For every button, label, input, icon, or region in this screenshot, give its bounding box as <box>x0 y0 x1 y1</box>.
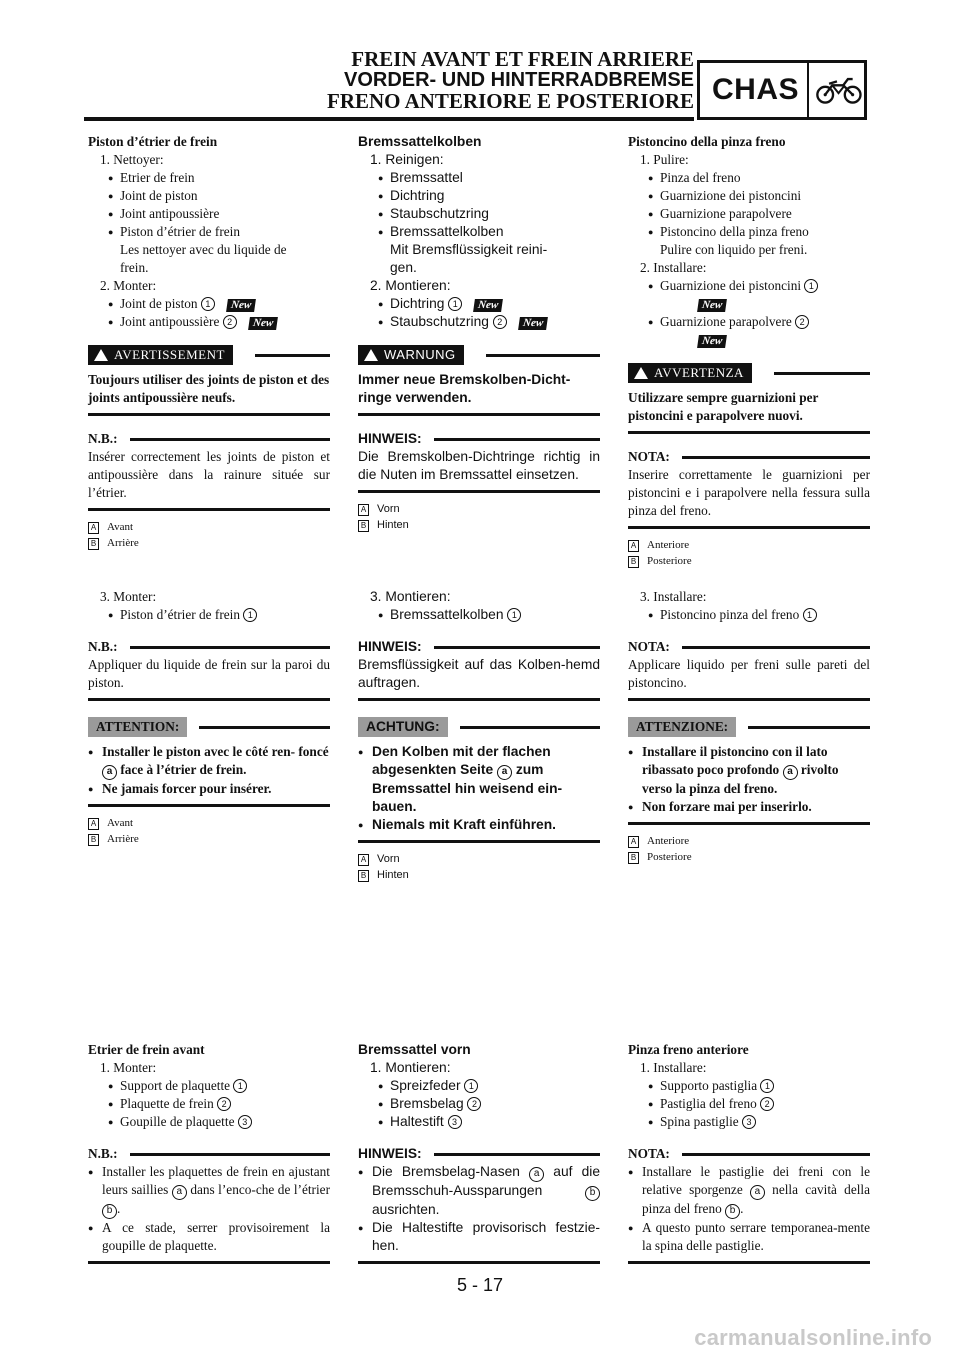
fr-note2-text: Appliquer du liquide de frein sur la paroi du piston. <box>88 656 330 701</box>
fr-s3-install3 <box>88 1113 330 1131</box>
de-s1-bullet4-c2: gen. <box>390 260 417 275</box>
it-caution-item2: ● Non forzare mai per inserirlo. <box>628 798 870 816</box>
fr-note3-item1-a: Installer les plaquettes de frein en ajustant leurs saillies <box>102 1164 330 1197</box>
fr-caution-item2: ● Ne jamais forcer pour insérer. <box>88 780 330 798</box>
legend-key-a: A <box>628 540 639 552</box>
legend-text-a: Avant <box>107 521 134 533</box>
new-badge: New <box>248 317 278 330</box>
mark-a: a <box>172 1185 187 1200</box>
legend-item-a <box>628 537 870 553</box>
part-number-2: 2 <box>467 1097 481 1111</box>
part-number-1: 1 <box>760 1079 774 1093</box>
warning-label: WARNUNG <box>384 347 456 362</box>
fr-s1-install1-label: Joint de piston <box>120 296 198 311</box>
de-s2-install1-label: Bremssattelkolben <box>390 607 504 622</box>
header-title-fr: FREIN AVANT ET FREIN ARRIERE <box>351 47 694 71</box>
it-s1-install1-new <box>628 295 870 313</box>
fr-warning-text: Toujours utiliser des joints de piston et des joints antipoussière neufs. <box>88 371 330 416</box>
de-note2-header <box>358 638 600 656</box>
note-label: NOTA: <box>628 639 670 654</box>
de-caution-header <box>358 717 600 737</box>
fr-s1-title: Piston d’étrier de frein <box>88 134 218 149</box>
warning-rule <box>486 354 600 357</box>
header-title-it: FRENO ANTERIORE E POSTERIORE <box>327 89 694 113</box>
fr-note2-header <box>88 638 330 656</box>
it-s3-install1 <box>628 1077 870 1095</box>
fr-section-piston <box>88 133 330 551</box>
it-s3-install3 <box>628 1113 870 1131</box>
warning-rule <box>774 372 870 375</box>
de-s3-install2 <box>358 1095 600 1113</box>
de-s3-install3 <box>358 1113 600 1131</box>
note-label: NOTA: <box>628 1146 670 1161</box>
warning-label: AVVERTENZA <box>654 365 744 380</box>
it-s1-install1 <box>628 277 870 295</box>
new-badge: New <box>697 335 727 348</box>
it-note2-text: Applicare liquido per freni sulle pareti del pistoncino. <box>628 656 870 701</box>
fr-note3-header <box>88 1145 330 1163</box>
legend-text-b: Posteriore <box>647 851 692 863</box>
it-section-piston-install <box>628 588 870 865</box>
it-section-piston <box>628 133 870 569</box>
it-s1-install2 <box>628 313 870 331</box>
it-s1-bullet4: ● Pistoncino della pinza freno <box>628 223 870 241</box>
de-section-piston <box>358 133 600 533</box>
it-s1-bullet1: ● Pinza del freno <box>628 169 870 187</box>
caution-rule <box>199 726 330 729</box>
fr-s3-title: Etrier de frein avant <box>88 1042 205 1057</box>
it-note2-header <box>628 638 870 656</box>
mark-b: b <box>102 1204 117 1219</box>
fr-s2-install1-label: Piston d’étrier de frein <box>120 607 241 622</box>
fr-note-text: Insérer correctement les joints de piston et antipoussière dans la rainure située sur l’étrier. <box>88 448 330 511</box>
it-s1-bullet4-c1: Pulire con liquido per freni. <box>660 242 808 257</box>
legend-key-a: A <box>358 854 369 866</box>
fr-s1-bullet4: ● Piston d’étrier de frein <box>88 223 330 241</box>
it-legend2 <box>628 833 870 865</box>
fr-caution-item1 <box>88 743 330 780</box>
note-rule <box>130 646 330 649</box>
part-number-1: 1 <box>243 608 257 622</box>
it-note3-item2: ● A questo punto serrare temporanea-mente la spina delle pastiglie. <box>628 1219 870 1255</box>
fr-note3-item1-b: dans l’enco-che de l’étrier <box>190 1182 331 1197</box>
warning-triangle-icon <box>634 367 648 379</box>
note-label: N.B.: <box>88 431 118 446</box>
de-s3-install3-label: Haltestift <box>390 1114 444 1129</box>
watermark: carmanualsonline.info <box>694 1325 932 1350</box>
fr-note-header <box>88 430 330 448</box>
it-s3-install2 <box>628 1095 870 1113</box>
legend-key-a: A <box>88 522 99 534</box>
fr-s3-install3-label: Goupille de plaquette <box>120 1114 235 1129</box>
part-number-1: 1 <box>448 297 462 311</box>
it-s3-install1-label: Supporto pastiglia <box>660 1078 758 1093</box>
note-rule <box>434 438 600 441</box>
de-section-piston-install <box>358 588 600 883</box>
fr-caution-item1-b: foncé <box>298 744 329 759</box>
fr-caution-header <box>88 717 330 737</box>
de-s3-step1: 1. Montieren: <box>370 1060 451 1075</box>
mark-a: a <box>783 765 798 780</box>
fr-s1-bullet1: ● Etrier de frein <box>88 169 330 187</box>
section-badge <box>697 60 867 120</box>
it-s1-install1-label: Guarnizione dei pistoncini <box>660 278 802 293</box>
de-note3-header <box>358 1145 600 1163</box>
legend-text-a: Anteriore <box>647 539 690 551</box>
legend-key-b: B <box>88 834 99 846</box>
fr-s3-step1: 1. Monter: <box>100 1060 157 1075</box>
de-s1-install2-label: Staubschutzring <box>390 314 489 329</box>
de-section-front-caliper <box>358 1041 600 1264</box>
warning-rule <box>255 354 330 357</box>
de-note3-body <box>358 1163 600 1264</box>
new-badge: New <box>473 299 503 312</box>
de-s1-install2 <box>358 313 600 331</box>
it-note3-item1-a: Installare le pastiglie dei freni con le relative sporgenze <box>642 1164 870 1197</box>
legend-key-b: B <box>628 852 639 864</box>
section-label: CHAS <box>712 73 800 106</box>
de-note3-item1-a: Die Bremsbelag-Nasen <box>372 1164 520 1179</box>
note-label: N.B.: <box>88 1146 118 1161</box>
mark-b: b <box>725 1204 740 1219</box>
it-s3-install3-label: Spina pastiglie <box>660 1114 739 1129</box>
fr-s1-step1: 1. Nettoyer: <box>100 152 164 167</box>
it-s1-install2-label: Guarnizione parapolvere <box>660 314 792 329</box>
de-note-text: Die Bremskolben-Dichtringe richtig in die Nuten im Bremssattel einsetzen. <box>358 448 600 493</box>
legend-key-b: B <box>358 870 369 882</box>
new-badge: New <box>518 317 548 330</box>
note-rule <box>434 1153 600 1156</box>
it-s3-step1: 1. Installare: <box>640 1060 707 1075</box>
de-warning-text: Immer neue Bremskolben-Dicht-ringe verwenden. <box>358 371 600 416</box>
fr-note3-item2: ● A ce stade, serrer provisoirement la goupille de plaquette. <box>88 1219 330 1255</box>
legend-item-a <box>88 519 330 535</box>
caution-rule <box>748 726 870 729</box>
it-legend <box>628 537 870 569</box>
fr-s3-install2-label: Plaquette de frein <box>120 1096 214 1111</box>
fr-note3-body <box>88 1163 330 1264</box>
legend-key-a: A <box>358 504 369 516</box>
note-label: N.B.: <box>88 639 118 654</box>
fr-s1-install1 <box>88 295 330 313</box>
de-caution-item2: ● Niemals mit Kraft einführen. <box>358 816 600 834</box>
warning-tag <box>88 345 233 365</box>
de-s3-install2-label: Bremsbelag <box>390 1096 464 1111</box>
it-note3-item1-b: nella cavità della pinza del freno <box>642 1182 871 1216</box>
section-divider <box>807 63 809 117</box>
part-number-3: 3 <box>448 1115 462 1129</box>
header-titles <box>327 49 694 112</box>
it-s3-title: Pinza freno anteriore <box>628 1042 749 1057</box>
de-note3-item2: ● Die Haltestifte provisorisch festzie-hen. <box>358 1219 600 1255</box>
part-number-1: 1 <box>464 1079 478 1093</box>
fr-caution-item1-a: Installer le piston avec le côté ren- <box>102 744 296 759</box>
fr-legend <box>88 519 330 551</box>
de-s1-install1 <box>358 295 600 313</box>
note-rule <box>682 456 870 459</box>
de-legend <box>358 501 600 533</box>
fr-s1-install2-label: Joint antipoussière <box>120 314 220 329</box>
it-caution-item1-a: Installare il pistoncino con il lato ribassato poco profondo <box>642 744 828 777</box>
page-number: 5 - 17 <box>456 1275 504 1295</box>
part-number-1: 1 <box>201 297 215 311</box>
it-caution-item1 <box>628 743 870 798</box>
it-s3-install2-label: Pastiglia del freno <box>660 1096 757 1111</box>
de-s1-bullet4: ● Bremssattelkolben <box>358 223 600 241</box>
de-s2-step3: 3. Montieren: <box>370 589 451 604</box>
legend-text-a: Vorn <box>377 853 400 865</box>
de-note-header <box>358 430 600 448</box>
legend-key-b: B <box>628 556 639 568</box>
fr-s3-install1-label: Support de plaquette <box>120 1078 231 1093</box>
motorcycle-icon <box>815 70 864 110</box>
it-s2-install1 <box>628 606 870 624</box>
de-caution-body <box>358 737 600 843</box>
fr-s1-bullet3: ● Joint antipoussière <box>88 205 330 223</box>
de-s3-install1-label: Spreizfeder <box>390 1078 461 1093</box>
legend-text-b: Arrière <box>107 537 139 549</box>
fr-s3-install2 <box>88 1095 330 1113</box>
it-s1-bullet3: ● Guarnizione parapolvere <box>628 205 870 223</box>
caution-tag: ATTENTION: <box>88 717 187 737</box>
header-rule <box>84 117 694 121</box>
it-caution-body <box>628 737 870 825</box>
note-label: HINWEIS: <box>358 1146 422 1161</box>
page-header <box>0 0 960 125</box>
de-s3-install1 <box>358 1077 600 1095</box>
header-title-de: VORDER- UND HINTERRADBREMSE <box>343 69 694 91</box>
it-caution-item1-c: rivolto verso la pinza del freno. <box>642 762 839 796</box>
it-note3-body <box>628 1163 870 1264</box>
de-s1-bullet4-c1: Mit Bremsflüssigkeit reini- <box>390 242 548 257</box>
de-s1-bullet3: ● Staubschutzring <box>358 205 600 223</box>
fr-s1-bullet2: ● Joint de piston <box>88 187 330 205</box>
it-s2-install1-label: Pistoncino pinza del freno <box>660 607 800 622</box>
fr-note3-item1: ● Installer les plaquettes de frein en ajustant leurs saillies a dans l’enco-che de l’étrier b . <box>88 1163 330 1219</box>
it-note-header <box>628 448 870 466</box>
legend-item-b <box>88 535 330 551</box>
part-number-2: 2 <box>493 315 507 329</box>
fr-s1-bullet4-c2: frein. <box>120 260 149 275</box>
legend-item-b <box>628 849 870 865</box>
warning-triangle-icon <box>364 349 378 361</box>
legend-key-a: A <box>88 818 99 830</box>
it-note-text: Inserire correttamente le guarnizioni per pistoncini e i parapolvere nella fessura sulla pinza del freno. <box>628 466 870 529</box>
de-caution-item1-c: zum Bremssattel hin weisend ein-bauen. <box>372 762 563 814</box>
fr-s1-step2: 2. Monter: <box>100 278 157 293</box>
it-s1-step2: 2. Installare: <box>640 260 707 275</box>
mark-a: a <box>750 1185 765 1200</box>
mark-b: b <box>585 1186 600 1201</box>
fr-warning-header <box>88 345 330 365</box>
new-badge: New <box>226 299 256 312</box>
note-rule <box>682 1153 870 1156</box>
part-number-3: 3 <box>742 1115 756 1129</box>
de-warning-header <box>358 345 600 365</box>
de-s1-bullet1: ● Bremssattel <box>358 169 600 187</box>
de-note2-text: Bremsflüssigkeit auf das Kolben-hemd auftragen. <box>358 656 600 701</box>
legend-item-b <box>628 553 870 569</box>
legend-item-a <box>88 815 330 831</box>
it-warning-text: Utilizzare sempre guarnizioni per pistoncini e parapolvere nuovi. <box>628 389 870 434</box>
it-s1-install2-new <box>628 331 870 349</box>
de-note3-item1 <box>358 1163 600 1219</box>
it-s1-bullet2: ● Guarnizione dei pistoncini <box>628 187 870 205</box>
de-s1-step1: 1. Reinigen: <box>370 152 444 167</box>
part-number-1: 1 <box>803 608 817 622</box>
it-note3-header <box>628 1145 870 1163</box>
legend-item-a <box>358 501 600 517</box>
de-s1-title: Bremssattelkolben <box>358 134 482 149</box>
part-number-3: 3 <box>238 1115 252 1129</box>
legend-text-b: Arrière <box>107 833 139 845</box>
note-rule <box>434 646 600 649</box>
caution-tag: ACHTUNG: <box>358 717 448 737</box>
fr-s2-install1 <box>88 606 330 624</box>
de-note3-item1-c: ausrichten. <box>372 1202 440 1217</box>
note-rule <box>130 438 330 441</box>
caution-rule <box>460 726 600 729</box>
caution-tag: ATTENZIONE: <box>628 717 736 737</box>
legend-item-a <box>628 833 870 849</box>
part-number-2: 2 <box>217 1097 231 1111</box>
fr-s2-step3: 3. Monter: <box>100 589 157 604</box>
legend-key-b: B <box>358 520 369 532</box>
legend-text-b: Hinten <box>377 519 409 531</box>
de-s1-step2: 2. Montieren: <box>370 278 451 293</box>
legend-key-a: A <box>628 836 639 848</box>
de-caution-item1 <box>358 743 600 816</box>
legend-text-b: Hinten <box>377 869 409 881</box>
de-note3-item1-b: auf die Bremsschuh-Aussparungen <box>372 1164 600 1198</box>
legend-text-a: Avant <box>107 817 134 829</box>
it-warning-header <box>628 363 870 383</box>
part-number-2: 2 <box>223 315 237 329</box>
mark-a: a <box>497 765 512 780</box>
de-legend2 <box>358 851 600 883</box>
note-rule <box>130 1153 330 1156</box>
legend-item-b <box>358 867 600 883</box>
it-caution-header <box>628 717 870 737</box>
legend-text-a: Vorn <box>377 503 400 515</box>
legend-key-b: B <box>88 538 99 550</box>
warning-tag <box>358 345 464 365</box>
de-caution-item1-a: Den Kolben mit der flachen abgesenkten Seite <box>372 744 551 777</box>
new-badge: New <box>697 299 727 312</box>
it-s2-step3: 3. Installare: <box>640 589 707 604</box>
de-s1-install1-label: Dichtring <box>390 296 445 311</box>
mark-a: a <box>102 765 117 780</box>
fr-section-piston-install <box>88 588 330 847</box>
fr-caution-body <box>88 737 330 807</box>
it-section-front-caliper <box>628 1041 870 1264</box>
legend-item-b <box>358 517 600 533</box>
warning-triangle-icon <box>94 349 108 361</box>
legend-text-a: Anteriore <box>647 835 690 847</box>
it-s1-title: Pistoncino della pinza freno <box>628 134 786 149</box>
fr-s3-install1 <box>88 1077 330 1095</box>
de-s1-bullet2: ● Dichtring <box>358 187 600 205</box>
fr-section-front-caliper <box>88 1041 330 1264</box>
warning-tag <box>628 363 752 383</box>
it-note3-item1: ● Installare le pastiglie dei freni con le relative sporgenze a nella cavità della pinza del freno b . <box>628 1163 870 1219</box>
legend-item-a <box>358 851 600 867</box>
part-number-1: 1 <box>507 608 521 622</box>
part-number-2: 2 <box>795 315 809 329</box>
fr-s1-bullet4-c1: Les nettoyer avec du liquide de <box>120 242 287 257</box>
de-s3-title: Bremssattel vorn <box>358 1042 471 1057</box>
note-label: HINWEIS: <box>358 639 422 654</box>
fr-legend2 <box>88 815 330 847</box>
part-number-2: 2 <box>760 1097 774 1111</box>
note-rule <box>682 646 870 649</box>
it-s1-step1: 1. Pulire: <box>640 152 689 167</box>
part-number-1: 1 <box>804 279 818 293</box>
legend-item-b <box>88 831 330 847</box>
warning-label: AVERTISSEMENT <box>114 347 225 362</box>
note-label: NOTA: <box>628 449 670 464</box>
fr-s1-install2 <box>88 313 330 331</box>
note-label: HINWEIS: <box>358 431 422 446</box>
mark-a: a <box>529 1167 544 1182</box>
de-s2-install1 <box>358 606 600 624</box>
fr-caution-item1-c: face à l’étrier de frein. <box>120 762 247 777</box>
legend-text-b: Posteriore <box>647 555 692 567</box>
part-number-1: 1 <box>233 1079 247 1093</box>
